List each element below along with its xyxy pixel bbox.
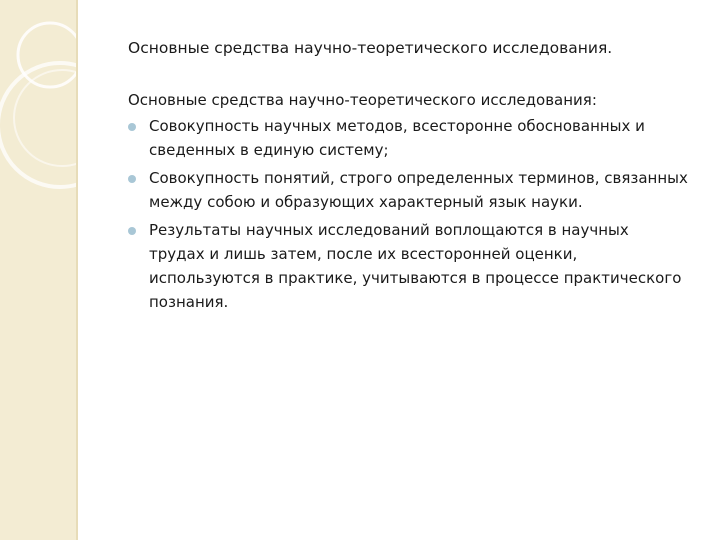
side-band-edge bbox=[76, 0, 78, 540]
list-item-text: Совокупность понятий, строго определенных терминов, связанных между собою и образующих характерный язык науки. bbox=[149, 169, 688, 211]
ring-inner bbox=[14, 70, 78, 166]
lead-text: Основные средства научно-теоретического исследования: bbox=[128, 91, 597, 109]
list-item bbox=[128, 218, 688, 314]
ring-small bbox=[18, 23, 78, 87]
list-item bbox=[128, 166, 688, 214]
list-item bbox=[128, 114, 688, 162]
bullet-icon bbox=[128, 123, 136, 131]
bullet-list bbox=[128, 114, 688, 314]
list-item-text: Результаты научных исследований воплощаются в научных трудах и лишь затем, после их всесторонней оценки, используются в практике, учитываются в процессе практического познания. bbox=[149, 221, 682, 311]
list-item-text: Совокупность научных методов, всесторонне обоснованных и сведенных в единую систему; bbox=[149, 117, 645, 159]
slide-content bbox=[128, 88, 688, 318]
bullet-icon bbox=[128, 175, 136, 183]
bullet-icon bbox=[128, 227, 136, 235]
decorative-side-band bbox=[0, 0, 78, 540]
decorative-rings bbox=[0, 0, 78, 540]
slide-title: Основные средства научно-теоретического исследования. bbox=[128, 39, 613, 57]
